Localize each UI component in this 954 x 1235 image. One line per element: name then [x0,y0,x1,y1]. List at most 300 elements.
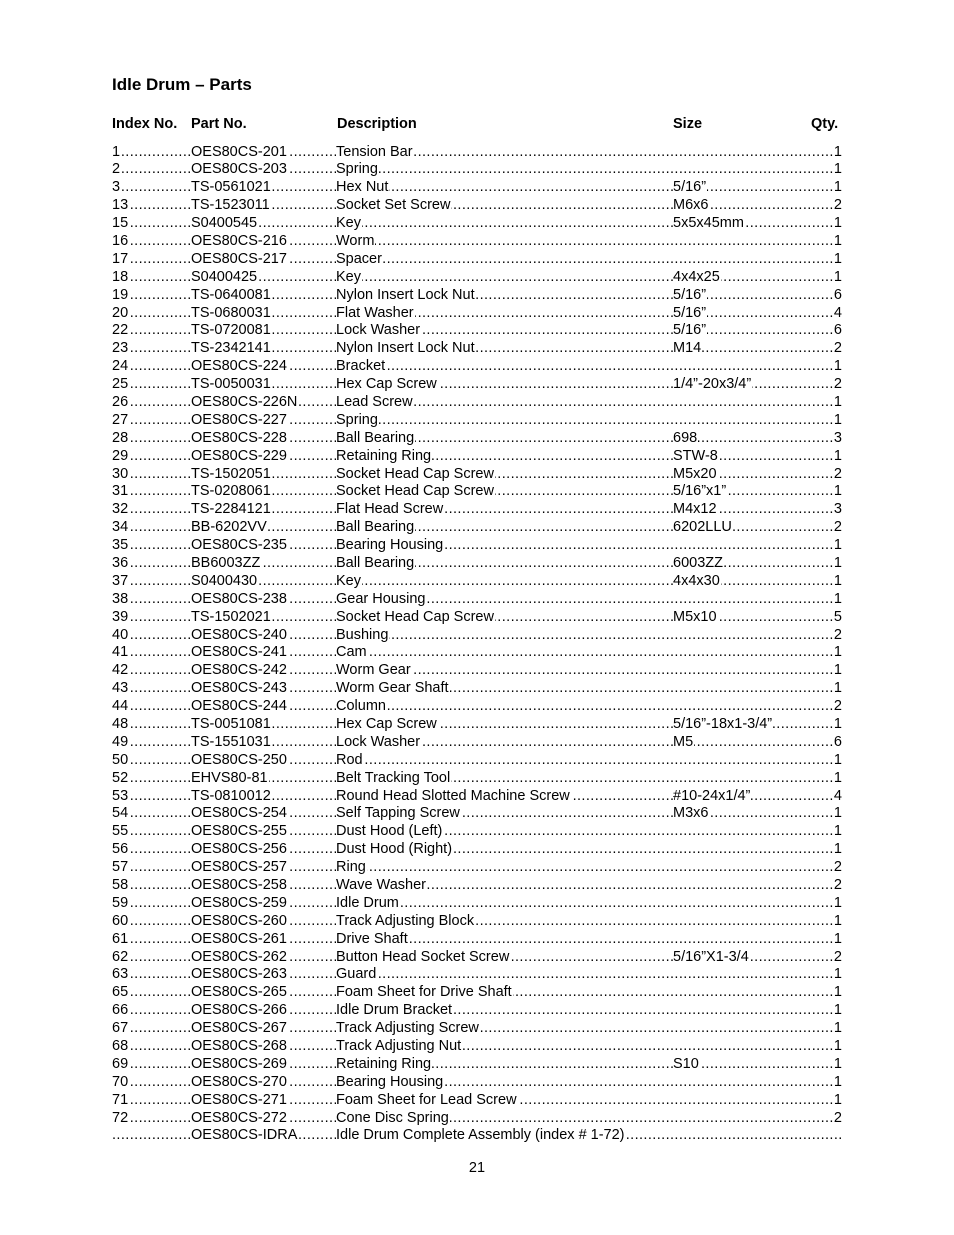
header-qty: Qty. [811,116,839,132]
part-number-cell: OES80CS-201 [191,143,287,160]
qty-cell: 3 [833,429,842,446]
description-cell: Self Tapping Screw [336,805,460,822]
parts-row [112,1092,842,1110]
description-cell: Wave Washer [336,877,426,894]
parts-row [112,1127,842,1145]
part-number-cell: OES80CS-238 [191,590,287,607]
index-cell: 67 [112,1020,129,1037]
part-number-cell: OES80CS-241 [191,644,287,661]
size-cell: 5/16”X1-3/4 [673,948,749,965]
part-number-cell: OES80CS-224 [191,358,287,375]
index-cell: 59 [112,894,129,911]
index-cell: 40 [112,626,129,643]
part-number-cell: S0400545 [191,215,258,232]
parts-row [112,609,842,627]
parts-row [112,1002,842,1020]
parts-row [112,376,842,394]
index-cell: 69 [112,1055,129,1072]
index-cell: 55 [112,823,129,840]
qty-cell: 2 [833,376,842,393]
description-cell: Tension Bar [336,143,413,160]
index-cell: 32 [112,501,129,518]
qty-cell: 2 [833,465,842,482]
qty-cell: 1 [833,823,842,840]
qty-cell: 2 [833,340,842,357]
part-number-cell: OES80CS-244 [191,698,287,715]
part-number-cell: OES80CS-243 [191,680,287,697]
parts-row [112,233,842,251]
size-cell: 5/16”-18x1-3/4” [673,716,773,732]
parts-row [112,519,842,537]
qty-cell: 1 [833,966,842,983]
parts-row [112,698,842,716]
parts-row [112,251,842,269]
description-cell: Spacer [336,250,382,267]
description-cell: Hex Cap Screw [336,376,437,393]
parts-row [112,430,842,448]
parts-row [112,949,842,967]
index-cell: 61 [112,930,129,947]
parts-row [112,931,842,949]
description-cell: Foam Sheet for Lead Screw [336,1091,517,1108]
part-number-cell: OES80CS-268 [191,1038,287,1055]
part-number-cell: TS-1502021 [191,608,271,625]
parts-row [112,823,842,841]
parts-row [112,305,842,323]
parts-list [112,144,842,1146]
description-cell: Guard [336,966,377,983]
description-cell: Foam Sheet for Drive Shaft [336,984,512,1001]
qty-cell: 2 [833,859,842,876]
part-number-cell: TS-0720081 [191,322,271,339]
index-cell: 20 [112,304,129,321]
parts-row [112,752,842,770]
size-cell: 5x5x45mm [673,215,744,232]
description-cell: Socket Set Screw [336,197,451,214]
qty-cell: 2 [833,519,842,536]
parts-row [112,215,842,233]
part-number-cell: OES80CS-240 [191,626,287,643]
parts-row [112,788,842,806]
size-cell: STW-8 [673,447,718,464]
part-number-cell: TS-0050031 [191,376,271,393]
index-cell: 18 [112,268,129,285]
qty-cell: 1 [833,716,842,732]
description-cell: Spring [336,411,378,428]
qty-cell: 1 [833,179,842,196]
qty-cell: 3 [833,501,842,518]
index-cell: 50 [112,751,129,768]
parts-row [112,644,842,662]
qty-cell: 2 [833,948,842,965]
qty-cell: 1 [833,143,842,160]
index-cell: 34 [112,519,129,536]
qty-cell: 1 [833,680,842,697]
description-cell: Button Head Socket Screw [336,948,510,965]
description-cell: Dust Hood (Right) [336,841,453,858]
qty-cell: 2 [833,1109,842,1126]
parts-row [112,591,842,609]
size-cell: M5 [673,733,694,750]
description-cell: Lock Washer [336,733,421,750]
parts-row [112,555,842,573]
parts-row [112,340,842,358]
size-cell: 5/16” [673,304,707,321]
size-cell: M5x20 [673,465,717,482]
header-size: Size [673,116,703,132]
part-number-cell: TS-0810012 [191,787,271,804]
parts-row [112,197,842,215]
qty-cell: 1 [833,894,842,911]
part-number-cell: OES80CS-228 [191,429,287,446]
index-cell: 66 [112,1002,129,1019]
part-number-cell: TS-0640081 [191,286,271,303]
part-number-cell: OES80CS-265 [191,984,287,1001]
index-cell: 36 [112,554,129,571]
part-number-cell: OES80CS-258 [191,877,287,894]
description-cell: Idle Drum Complete Assembly (index # 1-72) [336,1127,625,1144]
qty-cell: 1 [833,232,842,249]
page-title: Idle Drum – Parts [112,75,252,94]
part-number-cell: OES80CS-242 [191,662,287,679]
description-cell: Idle Drum [336,894,399,911]
size-cell: S10 [673,1055,699,1072]
index-cell: 35 [112,537,129,554]
parts-row [112,984,842,1002]
parts-row [112,358,842,376]
qty-cell: 1 [833,1020,842,1037]
index-cell: 65 [112,984,129,1001]
index-cell: 57 [112,859,129,876]
index-cell: 27 [112,411,129,428]
description-cell: Ring [336,859,366,876]
parts-row [112,662,842,680]
description-cell: Ball Bearing [336,554,415,571]
description-cell: Socket Head Cap Screw [336,608,494,625]
index-cell: 24 [112,358,129,375]
size-cell: 4x4x30 [673,572,720,589]
part-number-cell: TS-0208061 [191,483,271,500]
description-cell: Nylon Insert Lock Nut [336,340,475,357]
index-cell: 23 [112,340,129,357]
qty-cell: 4 [833,787,842,804]
part-number-cell: OES80CS-216 [191,232,287,249]
size-cell: 6003ZZ [673,554,723,571]
index-cell: 31 [112,483,129,500]
description-cell: Track Adjusting Screw [336,1020,479,1037]
part-number-cell: OES80CS-250 [191,751,287,768]
part-number-cell: OES80CS-229 [191,447,287,464]
part-number-cell: TS-2284121 [191,501,271,518]
index-cell: 53 [112,787,129,804]
size-cell: 5/16”x1” [673,483,727,500]
parts-row [112,269,842,287]
size-cell: #10-24x1/4” [673,787,751,804]
qty-cell: 1 [833,1073,842,1090]
index-cell: 58 [112,877,129,894]
index-cell: 13 [112,197,129,214]
qty-cell: 1 [833,1055,842,1072]
parts-row [112,287,842,305]
description-cell: Drive Shaft [336,930,408,947]
size-cell: 1/4”-20x3/4” [673,376,752,393]
part-number-cell: OES80CS-271 [191,1091,287,1108]
qty-cell: 1 [833,751,842,768]
part-number-cell: OES80CS-254 [191,805,287,822]
description-cell: Idle Drum Bracket [336,1002,453,1019]
index-cell: 63 [112,966,129,983]
index-cell: 60 [112,912,129,929]
index-cell: 25 [112,376,129,393]
index-cell: 19 [112,286,129,303]
parts-row [112,770,842,788]
header-index: Index No. [112,116,178,132]
description-cell: Lead Screw [336,393,413,410]
part-number-cell: OES80CS-270 [191,1073,287,1090]
qty-cell: 1 [833,268,842,285]
part-number-cell: TS-1523011 [191,197,270,214]
parts-row [112,448,842,466]
size-cell: 698 [673,429,698,446]
index-cell: 70 [112,1073,129,1090]
index-cell: 22 [112,322,129,339]
description-cell: Dust Hood (Left) [336,823,443,840]
qty-cell: 1 [833,1002,842,1019]
qty-cell: 2 [833,197,842,214]
index-cell: 62 [112,948,129,965]
description-cell: Rod [336,751,363,768]
description-cell: Socket Head Cap Screw [336,483,494,500]
index-cell: 54 [112,805,129,822]
description-cell: Retaining Ring [336,447,432,464]
description-cell: Nylon Insert Lock Nut [336,286,475,303]
description-cell: Belt Tracking Tool [336,769,451,786]
index-cell: 2 [112,161,121,178]
part-number-cell: OES80CS-257 [191,859,287,876]
size-cell: M14 [673,340,702,357]
index-cell: 28 [112,429,129,446]
description-cell: Track Adjusting Block [336,912,475,929]
parts-row [112,716,842,734]
size-cell: M5x10 [673,608,717,625]
part-number-cell: S0400430 [191,572,258,589]
size-cell: 4x4x25 [673,268,720,285]
part-number-cell: OES80CS-203 [191,161,287,178]
part-number-cell: TS-1551031 [191,733,271,750]
part-number-cell: OES80CS-269 [191,1055,287,1072]
description-cell: Key [336,572,361,589]
qty-cell: 1 [833,1091,842,1108]
qty-cell: 1 [833,769,842,786]
parts-row [112,627,842,645]
index-cell: 1 [112,143,121,160]
parts-row [112,913,842,931]
index-cell: 42 [112,662,129,679]
part-number-cell: BB-6202VV [191,519,267,536]
size-cell: 6202LLU [673,519,732,536]
part-number-cell: OES80CS-259 [191,894,287,911]
part-number-cell: OES80CS-235 [191,537,287,554]
part-number-cell: OES80CS-217 [191,250,287,267]
index-cell: 15 [112,215,129,232]
index-cell: 44 [112,698,129,715]
qty-cell: 1 [833,447,842,464]
description-cell: Round Head Slotted Machine Screw [336,787,570,804]
part-number-cell: OES80CS-262 [191,948,287,965]
parts-row [112,805,842,823]
qty-cell: 1 [833,662,842,679]
part-number-cell: OES80CS-260 [191,912,287,929]
parts-row [112,466,842,484]
parts-row [112,1056,842,1074]
description-cell: Bearing Housing [336,1073,444,1090]
parts-row [112,877,842,895]
qty-cell: 1 [833,590,842,607]
index-cell: 38 [112,590,129,607]
parts-row [112,573,842,591]
description-cell: Key [336,268,361,285]
part-number-cell: OES80CS-272 [191,1109,287,1126]
part-number-cell: TS-0680031 [191,304,271,321]
part-number-cell: BB6003ZZ [191,554,261,571]
description-cell: Cam [336,644,367,661]
qty-cell: 6 [833,733,842,750]
parts-row [112,1110,842,1128]
part-number-cell: OES80CS-266 [191,1002,287,1019]
index-cell: 68 [112,1038,129,1055]
parts-row [112,322,842,340]
index-cell: 29 [112,447,129,464]
description-cell: Socket Head Cap Screw [336,465,494,482]
qty-cell: 1 [833,841,842,858]
index-cell: 48 [112,716,129,732]
qty-cell: 1 [833,1038,842,1055]
size-cell: 5/16” [673,322,707,339]
description-cell: Spring [336,161,378,178]
parts-row [112,537,842,555]
part-number-cell: OES80CS-255 [191,823,287,840]
index-cell: 17 [112,250,129,267]
parts-row [112,1020,842,1038]
part-number-cell: OES80CS-263 [191,966,287,983]
size-cell: M3x6 [673,805,709,822]
parts-row [112,680,842,698]
part-number-cell: TS-1502051 [191,465,271,482]
description-cell: Bearing Housing [336,537,444,554]
parts-row [112,1074,842,1092]
part-number-cell: OES80CS-226N [191,393,298,410]
parts-row [112,966,842,984]
parts-row [112,161,842,179]
description-cell: Bushing [336,626,389,643]
size-cell: M6x6 [673,197,709,214]
parts-row [112,483,842,501]
qty-cell: 6 [833,322,842,339]
part-number-cell: OES80CS-267 [191,1020,287,1037]
part-number-cell: OES80CS-256 [191,841,287,858]
parts-row [112,1038,842,1056]
qty-cell: 1 [833,930,842,947]
part-number-cell: TS-0051081 [191,716,271,732]
description-cell: Column [336,698,386,715]
index-cell: 72 [112,1109,129,1126]
parts-row [112,394,842,412]
description-cell: Ball Bearing [336,429,415,446]
qty-cell: 4 [833,304,842,321]
description-cell: Worm Gear Shaft [336,680,449,697]
parts-row [112,412,842,430]
description-cell: Lock Washer [336,322,421,339]
qty-cell: 2 [833,698,842,715]
qty-cell: 1 [833,554,842,571]
parts-row [112,841,842,859]
description-cell: Bracket [336,358,386,375]
page-number: 21 [468,1160,486,1176]
description-cell: Worm [336,232,375,249]
part-number-cell: OES80CS-261 [191,930,287,947]
parts-row [112,895,842,913]
parts-row [112,859,842,877]
qty-cell: 1 [833,215,842,232]
description-cell: Key [336,215,361,232]
size-cell: 5/16” [673,286,707,303]
index-cell: 30 [112,465,129,482]
index-cell: 3 [112,179,121,196]
description-cell: Hex Nut [336,179,389,196]
qty-cell: 1 [833,411,842,428]
description-cell: Ball Bearing [336,519,415,536]
index-cell: 16 [112,232,129,249]
description-cell: Track Adjusting Nut [336,1038,462,1055]
index-cell: 71 [112,1091,129,1108]
index-cell: 26 [112,393,129,410]
description-cell: Gear Housing [336,590,426,607]
description-cell: Cone Disc Spring [336,1109,449,1126]
qty-cell: 1 [833,250,842,267]
part-number-cell: TS-2342141 [191,340,271,357]
size-cell: 5/16” [673,179,707,196]
header-part-no: Part No. [191,116,247,132]
qty-cell: 1 [833,805,842,822]
qty-cell: 1 [833,393,842,410]
qty-cell: 1 [833,912,842,929]
header-description: Description [337,116,417,132]
parts-row [112,501,842,519]
qty-cell: 1 [833,161,842,178]
description-cell: Flat Washer [336,304,414,321]
part-number-cell: OES80CS-227 [191,411,287,428]
qty-cell: 1 [833,537,842,554]
description-cell: Flat Head Screw [336,501,444,518]
qty-cell: 1 [833,358,842,375]
qty-cell: 2 [833,877,842,894]
part-number-cell: EHVS80-81 [191,769,268,786]
qty-cell: 2 [833,626,842,643]
parts-row [112,734,842,752]
description-cell: Worm Gear [336,662,411,679]
index-cell: 39 [112,608,129,625]
qty-cell: 1 [833,984,842,1001]
qty-cell: 5 [833,608,842,625]
qty-cell: 1 [833,483,842,500]
index-cell: 37 [112,572,129,589]
index-cell: 49 [112,733,129,750]
parts-row [112,144,842,162]
qty-cell: 1 [833,572,842,589]
index-cell: 56 [112,841,129,858]
index-cell: 41 [112,644,129,661]
part-number-cell: TS-0561021 [191,179,271,196]
